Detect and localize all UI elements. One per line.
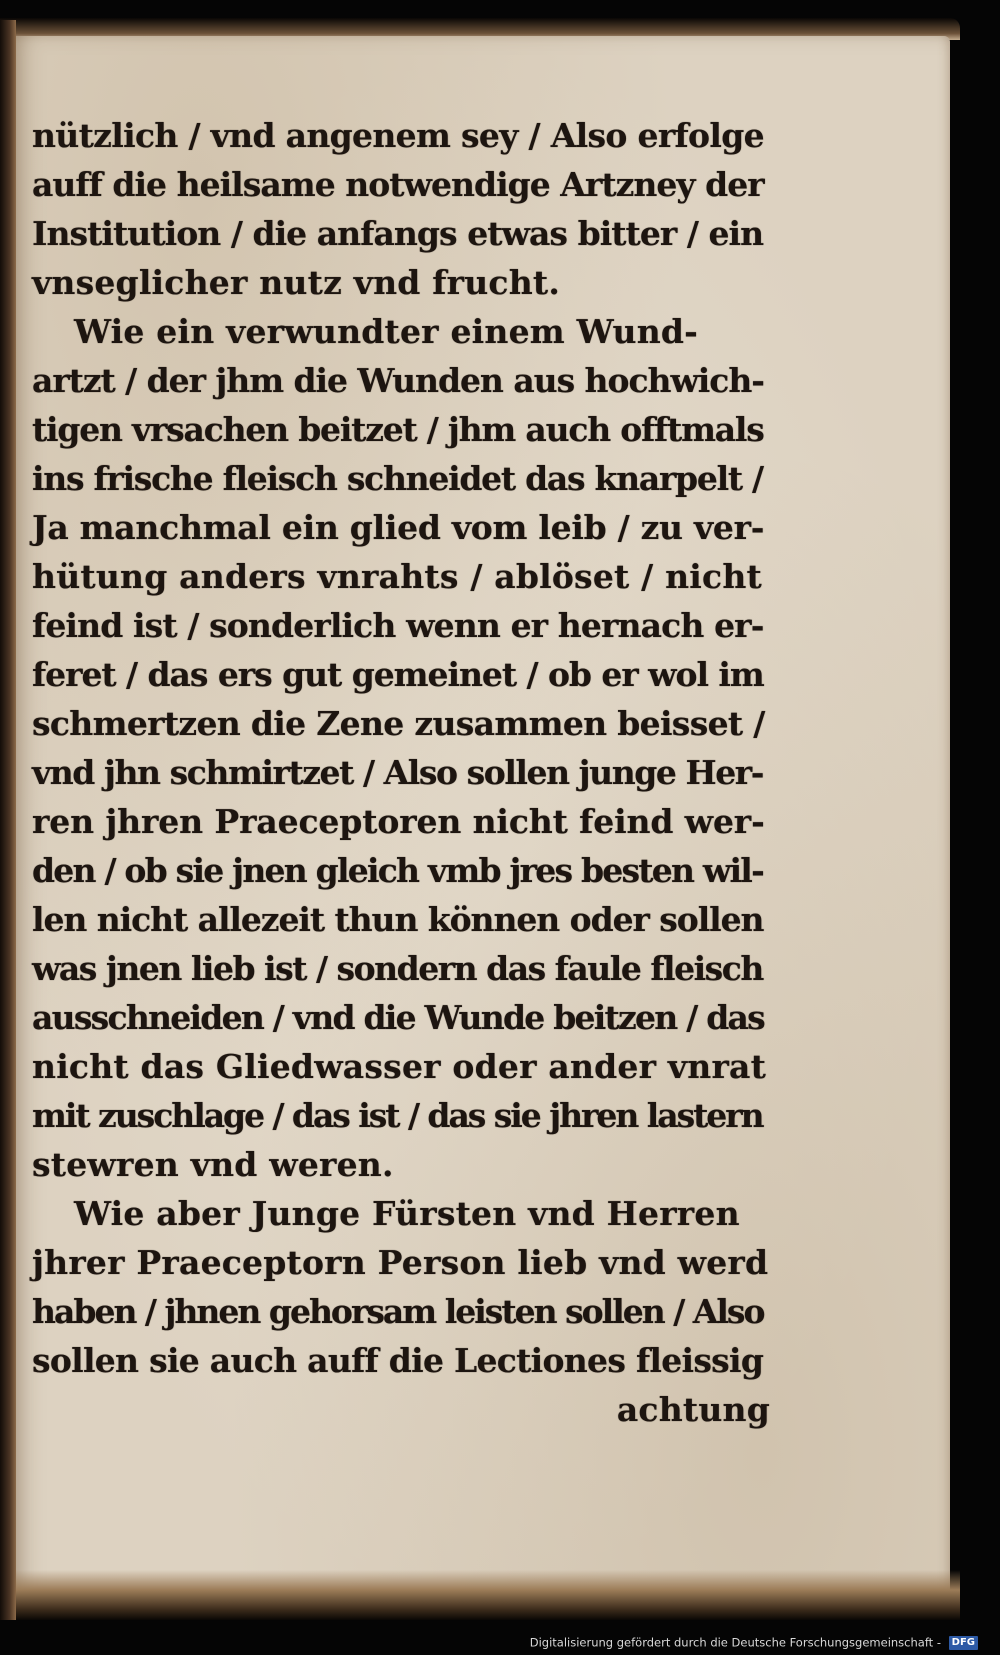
digitization-credit — [530, 1632, 978, 1652]
text-line: jhrer Praeceptorn Person lieb vnd werd — [32, 1243, 769, 1282]
text-line: len nicht allezeit thun können oder sollen — [32, 900, 764, 939]
text-line: mit zuschlage / das ist / das sie jhren lastern — [32, 1096, 763, 1135]
text-line: Wie ein verwundter einem Wund- — [74, 312, 699, 351]
text-line: vnd jhn schmirtzet / Also sollen junge Her- — [32, 753, 763, 792]
text-line: vnseglicher nutz vnd frucht. — [32, 263, 561, 302]
text-line: sollen sie auch auff die Lectiones fleissig — [32, 1341, 764, 1380]
dfg-logo: DFG — [949, 1636, 978, 1650]
book-binding — [0, 20, 16, 1620]
text-line: auff die heilsame notwendige Artzney der — [32, 165, 764, 204]
text-line: stewren vnd weren. — [32, 1145, 394, 1184]
text-line: feret / das ers gut gemeinet / ob er wol im — [32, 655, 764, 694]
book-page — [10, 36, 950, 1611]
text-line: haben / jhnen gehorsam leisten sollen / Also — [32, 1292, 764, 1331]
text-line: ins frische fleisch schneidet das knarpelt / — [32, 459, 763, 498]
text-line: ren jhren Praeceptoren nicht feind wer- — [32, 802, 765, 841]
text-line: nützlich / vnd angenem sey / Also erfolge — [32, 116, 764, 155]
text-block — [32, 111, 772, 1434]
page-bottom-edge — [0, 1570, 960, 1620]
text-line: Institution / die anfangs etwas bitter / ein — [32, 214, 764, 253]
text-line: schmertzen die Zene zusammen beisset / — [32, 704, 765, 743]
text-line: ausschneiden / vnd die Wunde beitzen / das — [32, 998, 764, 1037]
text-line: hütung anders vnrahts / ablöset / nicht — [32, 557, 762, 596]
text-line: artzt / der jhm die Wunden aus hochwich- — [32, 361, 764, 400]
text-line: Ja manchmal ein glied vom leib / zu ver- — [32, 508, 765, 547]
text-line: nicht das Gliedwasser oder ander vnrat — [32, 1047, 767, 1086]
credit-text: Digitalisierung gefördert durch die Deutsche Forschungsgemeinschaft - — [529, 1635, 941, 1650]
text-line: feind ist / sonderlich wenn er hernach er- — [32, 606, 764, 645]
text-line: den / ob sie jnen gleich vmb jres besten wil- — [32, 851, 763, 890]
text-line: was jnen lieb ist / sondern das faule fleisch — [32, 949, 763, 988]
text-line: Wie aber Junge Fürsten vnd Herren — [74, 1194, 740, 1233]
catchword: achtung — [616, 1390, 770, 1429]
text-line: tigen vrsachen beitzet / jhm auch offtmals — [32, 410, 764, 449]
